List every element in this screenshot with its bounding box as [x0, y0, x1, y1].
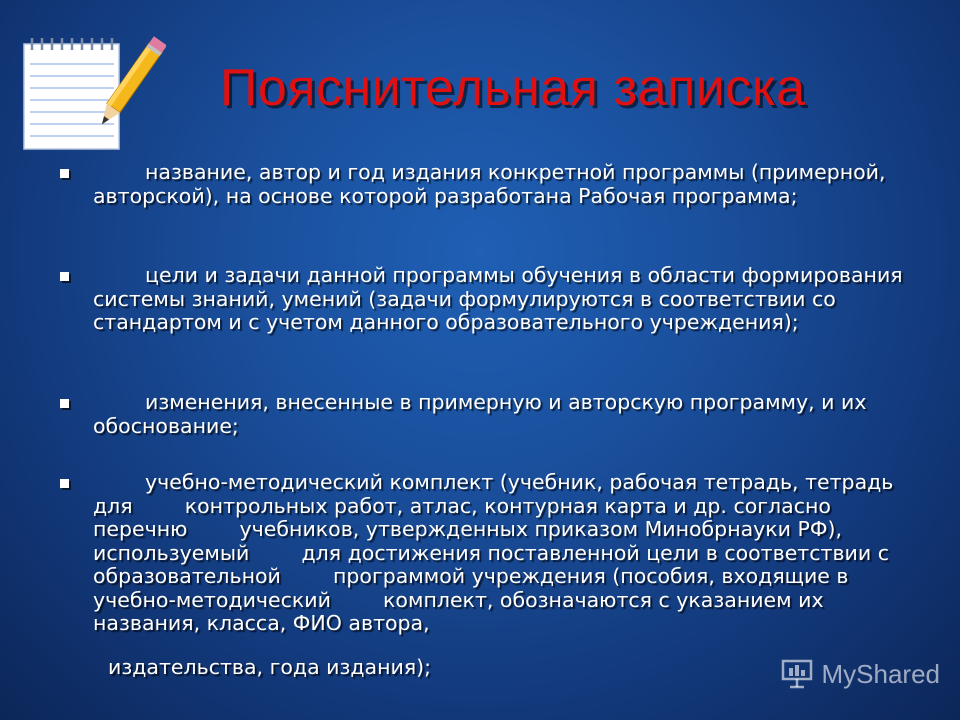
- list-item-text: учебно-методический комплект (учебник, рабочая тетрадь, тетрадь для контрольных работ, атлас, контурная карта и др. согласно перечню учебников, утвержденных приказом Минобрнауки РФ), используемый для достижения поставленной цели в соответствии с образовательной программой учреждения (пособия, входящие в учебно-методический комплект, обозначаются с указанием их названия, класса, ФИО автора,: [93, 470, 900, 635]
- bullet-marker: [60, 169, 69, 178]
- notepad-pencil-icon: [16, 30, 166, 155]
- presentation-board-icon: [780, 658, 814, 690]
- list-item-text: изменения, внесенные в примерную и авторскую программу, и их обоснование;: [93, 390, 919, 438]
- bullet-marker: [60, 272, 69, 281]
- bullet-marker: [60, 399, 69, 408]
- watermark: [780, 658, 941, 690]
- list-item-text: цели и задачи данной программы обучения в области формирования системы знаний, умений (задачи формулируются в соответствии со стандартом и с учетом данного образовательного учреждения);: [93, 263, 955, 334]
- slide-title: Пояснительная записка: [220, 59, 806, 117]
- watermark-text: MyShared: [821, 658, 940, 689]
- list-item-text: название, автор и год издания конкретной программы (примерной, авторской), на основе которой разработана Рабочая программа;: [93, 160, 938, 208]
- bullet-marker: [60, 479, 69, 488]
- list-item-text-tail: издательства, года издания);: [108, 655, 432, 679]
